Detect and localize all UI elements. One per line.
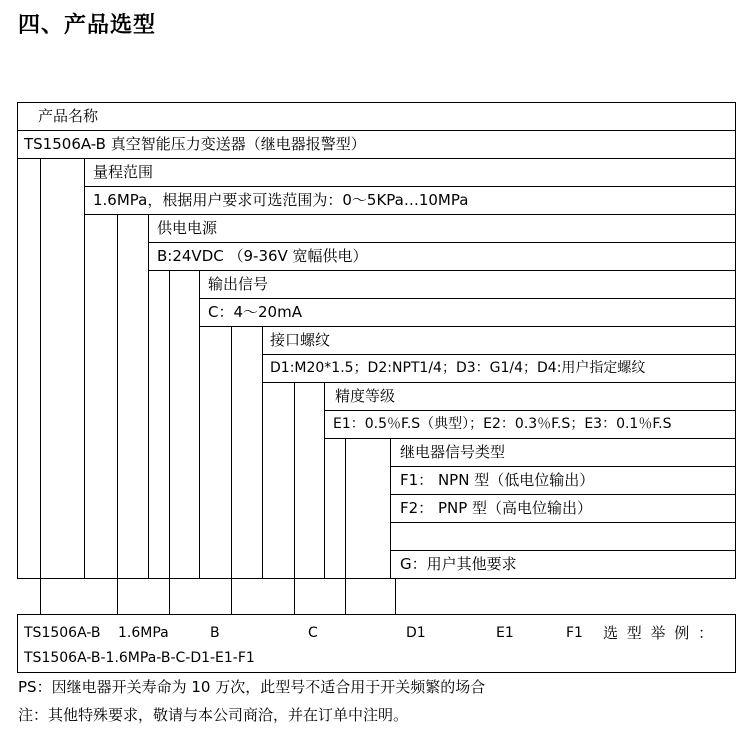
leader-line <box>117 214 118 614</box>
table-border-top <box>17 102 736 103</box>
leader-line <box>40 158 41 614</box>
range-value: 1.6MPa，根据用户要求可选范围为：0～5KPa…10MPa <box>93 191 469 209</box>
table-divider <box>17 130 736 131</box>
table-border-left <box>17 102 18 579</box>
table-step-edge <box>262 326 263 579</box>
table-step-edge <box>324 382 325 579</box>
product-name-label: 产品名称 <box>38 107 99 125</box>
example-code: 1.6MPa <box>118 625 169 641</box>
accuracy-label: 精度等级 <box>335 387 396 405</box>
table-divider <box>390 466 736 467</box>
section-heading: 四、产品选型 <box>18 13 157 38</box>
example-code: C <box>308 625 318 641</box>
leader-line <box>345 438 346 614</box>
relay-label: 继电器信号类型 <box>400 443 506 461</box>
example-border-top <box>17 614 736 615</box>
accuracy-value: E1：0.5％F.S（典型）；E2：0.3％F.S；E3：0.1％F.S <box>333 416 672 432</box>
table-divider <box>262 354 736 355</box>
table-divider <box>324 438 736 439</box>
example-code: B <box>210 625 220 641</box>
table-divider <box>390 494 736 495</box>
range-label: 量程范围 <box>93 163 154 181</box>
leader-line <box>231 326 232 614</box>
leader-line <box>395 578 396 614</box>
table-divider <box>199 298 736 299</box>
table-divider <box>84 214 736 215</box>
table-divider <box>390 550 736 551</box>
table-step-edge <box>199 270 200 579</box>
table-divider <box>262 382 736 383</box>
leader-line <box>169 270 170 614</box>
example-code: E1 <box>496 625 514 641</box>
example-border-bottom <box>17 672 736 673</box>
power-value: B:24VDC （9-36V 宽幅供电） <box>157 247 368 265</box>
product-name-value: TS1506A-B 真空智能压力变送器（继电器报警型） <box>24 135 366 153</box>
table-divider <box>199 326 736 327</box>
example-code: TS1506A-B <box>24 625 101 641</box>
output-label: 输出信号 <box>208 275 269 293</box>
table-step-edge <box>84 158 85 579</box>
table-divider <box>324 410 736 411</box>
thread-value: D1:M20*1.5；D2:NPT1/4；D3：G1/4；D4:用户指定螺纹 <box>270 360 646 376</box>
table-divider <box>17 158 736 159</box>
table-step-edge <box>390 438 391 579</box>
relay-option: F1： NPN 型（低电位输出） <box>400 471 595 489</box>
table-divider <box>390 522 736 523</box>
example-code: F1 <box>566 625 583 641</box>
table-divider <box>148 270 736 271</box>
example-full-code: TS1506A-B-1.6MPa-B-C-D1-E1-F1 <box>24 650 255 666</box>
note-special: 注：其他特殊要求，敬请与本公司商洽，并在订单中注明。 <box>18 706 409 724</box>
output-value: C：4～20mA <box>208 303 302 321</box>
relay-option: F2： PNP 型（高电位输出） <box>400 499 593 517</box>
table-divider <box>148 242 736 243</box>
table-border-right <box>735 102 736 579</box>
example-border-right <box>735 614 736 673</box>
example-code: D1 <box>406 625 426 641</box>
table-border-bottom <box>17 578 736 579</box>
thread-label: 接口螺纹 <box>270 331 331 349</box>
table-divider <box>84 186 736 187</box>
leader-line <box>294 382 295 614</box>
power-label: 供电电源 <box>157 219 218 237</box>
note-ps: PS：因继电器开关寿命为 10 万次，此型号不适合用于开关频繁的场合 <box>18 678 486 696</box>
example-caption: 选 型 举 例 ： <box>603 624 716 642</box>
table-step-edge <box>148 214 149 579</box>
example-border-left <box>17 614 18 673</box>
relay-option: G：用户其他要求 <box>400 555 517 573</box>
